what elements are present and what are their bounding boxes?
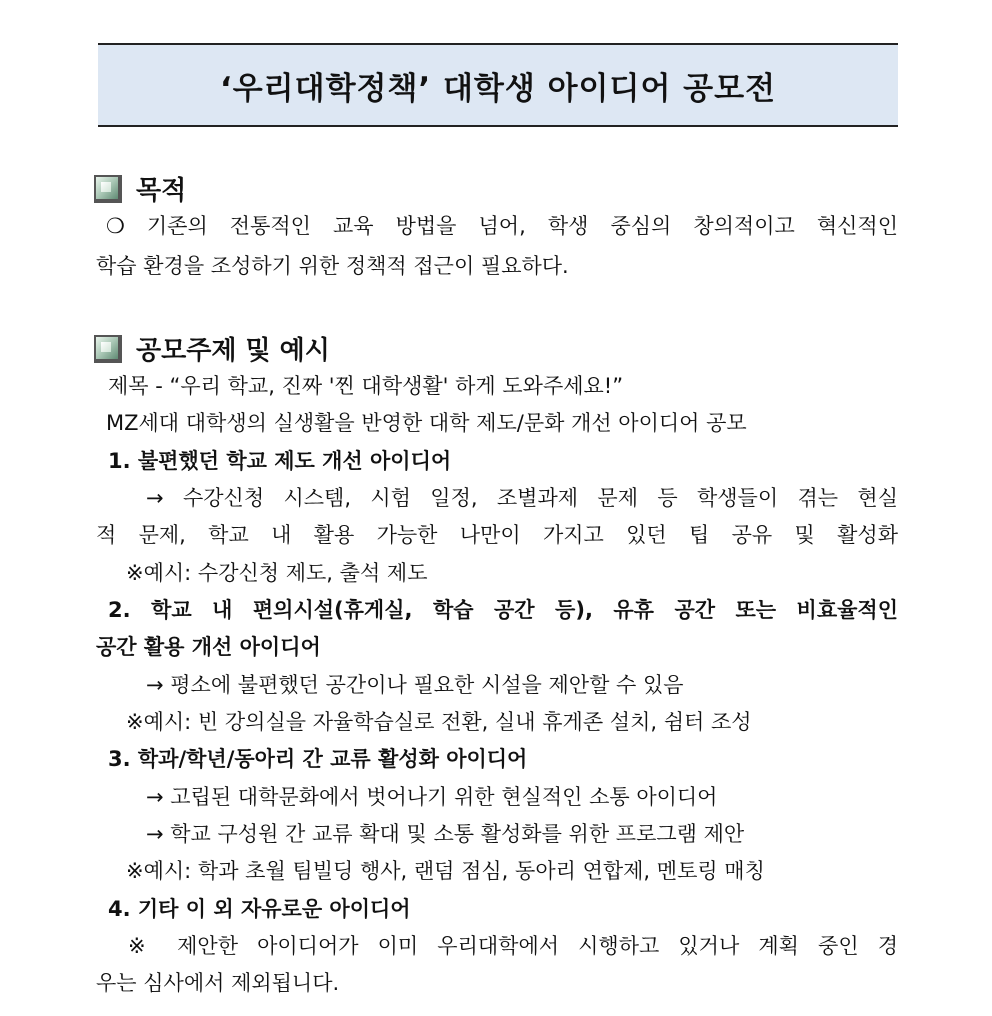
exclusion-note-1: ※ 제안한 아이디어가 이미 우리대학에서 시행하고 있거나 계획 중인 경 [128, 934, 898, 958]
topic-2-desc-1: → 평소에 불편했던 공간이나 필요한 시설을 제안할 수 있음 [146, 673, 684, 697]
topic-3-desc-2: → 학교 구성원 간 교류 확대 및 소통 활성화를 위한 프로그램 제안 [146, 822, 745, 846]
topic-2-title-1: 2. 학교 내 편의시설(휴게실, 학습 공간 등), 유휴 공간 또는 비효율적인 [108, 598, 898, 622]
section-heading-purpose [94, 170, 186, 207]
exclusion-note-2: 우는 심사에서 제외됩니다. [96, 971, 340, 995]
section-title-purpose: 목적 [136, 176, 187, 206]
contest-subject-text: 제목 - “우리 학교, 진짜 '찐 대학생활' 하게 도와주세요!” [108, 374, 624, 398]
topic-1-desc-1: → 수강신청 시스템, 시험 일정, 조별과제 문제 등 학생들이 겪는 현실 [146, 486, 898, 510]
topic-2-example: ※예시: 빈 강의실을 자율학습실로 전환, 실내 휴게존 설치, 쉼터 조성 [126, 710, 752, 734]
topic-3-title: 3. 학과/학년/동아리 간 교류 활성화 아이디어 [108, 747, 528, 771]
square-bullet-icon [94, 335, 122, 363]
topic-1-desc-2: 적 문제, 학교 내 활용 가능한 나만이 가지고 있던 팁 공유 및 활성화 [96, 523, 898, 547]
section-heading-topics [94, 330, 330, 367]
square-bullet-icon [94, 175, 122, 203]
topic-3-desc-1: → 고립된 대학문화에서 벗어나기 위한 현실적인 소통 아이디어 [146, 785, 718, 809]
topic-1-example: ※예시: 수강신청 제도, 출석 제도 [126, 561, 428, 585]
topic-4-title: 4. 기타 이 외 자유로운 아이디어 [108, 897, 411, 921]
page-title: ‘우리대학정책’ 대학생 아이디어 공모전 [219, 70, 777, 107]
section-title-topics: 공모주제 및 예시 [136, 336, 330, 366]
contest-subject [108, 371, 623, 401]
topic-2-title-2: 공간 활용 개선 아이디어 [96, 635, 321, 659]
purpose-line-2: 학습 환경을 조성하기 위한 정책적 접근이 필요하다. [96, 254, 569, 278]
contest-intro: MZ세대 대학생의 실생활을 반영한 대학 제도/문화 개선 아이디어 공모 [106, 411, 747, 435]
purpose-line-1: ❍ 기존의 전통적인 교육 방법을 넘어, 학생 중심의 창의적이고 혁신적인 [106, 214, 898, 238]
title-banner [98, 43, 898, 127]
topic-1-title: 1. 불편했던 학교 제도 개선 아이디어 [108, 449, 452, 473]
topic-3-example: ※예시: 학과 초월 팀빌딩 행사, 랜덤 점심, 동아리 연합제, 멘토링 매칭 [126, 859, 765, 883]
